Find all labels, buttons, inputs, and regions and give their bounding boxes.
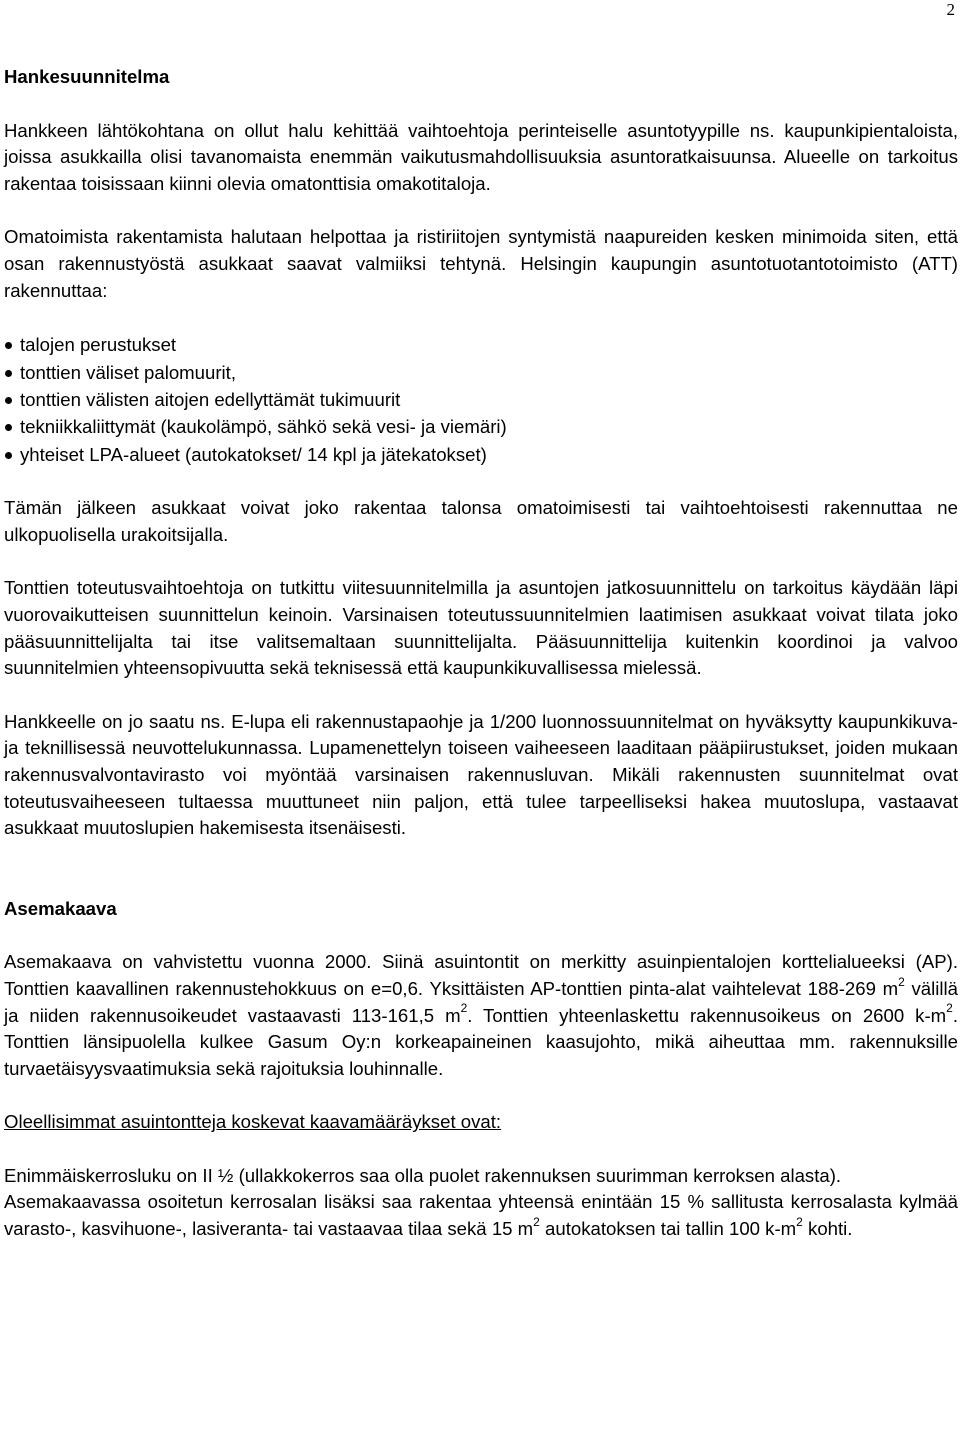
list-item: talojen perustukset (4, 331, 958, 358)
page-number: 2 (946, 0, 955, 19)
section-heading-hankesuunnitelma: Hankesuunnitelma (4, 66, 170, 87)
bullet-icon (5, 370, 12, 377)
paragraph: Hankkeen lähtökohtana on ollut halu kehittää vaihtoehtoja perinteiselle asuntotyypille ns. kaupunkipientaloista, joissa asukkailla olisi tavanomaista enemmän vaikutusmahdollisuuksia asuntoratkaisuunsa. Alueelle on tarkoitus rakentaa toisissaan kiinni olevia omatonttisia omakotitaloja. (4, 119, 958, 194)
paragraph: Asemakaavassa osoitetun kerrosalan lisäksi saa rakentaa yhteensä enintään 15 % sallitusta kerrosalasta kylmää varasto-, kasvihuone-, lasiveranta- tai vastaavaa tilaa sekä 15 $m^2$ autokatoksen tai tallin 100 $k-m^2$ kohti. (4, 1191, 958, 1240)
list-item: yhteiset LPA-alueet (autokatokset/ 14 kpl ja jätekatokset) (4, 441, 958, 468)
subheading-kaavamaaraykset: Oleellisimmat asuintontteja koskevat kaavamääräykset ovat: (4, 1111, 502, 1133)
paragraph: Tämän jälkeen asukkaat voivat joko rakentaa talonsa omatoimisesti tai vaihtoehtoisesti rakennuttaa ne ulkopuolisella urakoitsijalla. (4, 497, 958, 545)
list-item: tekniikkaliittymät (kaukolämpö, sähkö sekä vesi- ja viemäri) (4, 413, 958, 440)
list-item: tonttien välisten aitojen edellyttämät tukimuurit (4, 386, 958, 413)
paragraph: Enimmäiskerrosluku on II ½ (ullakkokerros saa olla puolet rakennuksen suurimman kerroksen alasta). (4, 1164, 842, 1186)
bullet-icon (5, 397, 12, 404)
paragraph: Omatoimista rakentamista halutaan helpottaa ja ristiriitojen syntymistä naapureiden kesken minimoida siten, että osan rakennustyöstä asukkaat saavat valmiiksi tehtynä. Helsingin kaupungin asuntotuotantotoimisto (ATT) rakennuttaa: (4, 226, 958, 301)
document-body (4, 64, 958, 1243)
paragraph: Tonttien toteutusvaihtoehtoja on tutkittu viitesuunnitelmilla ja asuntojen jatkosuunnittelu on tarkoitus käydään läpi vuorovaikutteisen suunnittelun keinoin. Varsinaisen toteutussuunnitelmien laatimisen asukkaat voivat tilata joko pääsuunnittelijalta tai itse valitsemaltaan suunnittelijalta. Pääsuunnittelija kuitenkin koordinoi ja valvoo suunnitelmien yhteensopivuutta sekä teknisessä että kaupunkikuvallisessa mielessä. (4, 577, 958, 679)
bullet-icon (5, 342, 12, 349)
section-heading-asemakaava: Asemakaava (4, 897, 117, 919)
list-item: tonttien väliset palomuurit, (4, 359, 958, 386)
bullet-list (4, 331, 958, 468)
bullet-icon (5, 424, 12, 431)
bullet-icon (5, 452, 12, 459)
paragraph: Asemakaava on vahvistettu vuonna 2000. Siinä asuintontit on merkitty asuinpientalojen korttelialueeksi (AP). Tonttien kaavallinen rakennustehokkuus on e=0,6. Yksittäisten AP-tonttien pinta-alat vaihtelevat 188-269 $m^2$ välillä ja niiden rakennusoikeudet vastaavasti 113-161,5 $m^2$. Tonttien yhteenlaskettu rakennusoikeus on 2600 $k-m^2$. Tonttien länsipuolella kulkee Gasum Oy:n korkeapaineinen kaasujohto, mikä aiheuttaa mm. rakennuksille turvaetäisyysvaatimuksia sekä rajoituksia louhinnalle. (4, 951, 958, 1079)
paragraph: Hankkeelle on jo saatu ns. E-lupa eli rakennustapaohje ja 1/200 luonnossuunnitelmat on hyväksytty kaupunkikuva- ja teknillisessä neuvottelukunnassa. Lupamenettelyn toiseen vaiheeseen laaditaan pääpiirustukset, joiden mukaan rakennusvalvontavirasto voi myöntää varsinaisen rakennusluvan. Mikäli rakennusten suunnitelmat ovat toteutusvaiheeseen tultaessa muuttuneet niin paljon, että tulee tarpeelliseksi hakea muutoslupa, vastaavat asukkaat muutoslupien hakemisesta itsenäisesti. (4, 710, 958, 839)
